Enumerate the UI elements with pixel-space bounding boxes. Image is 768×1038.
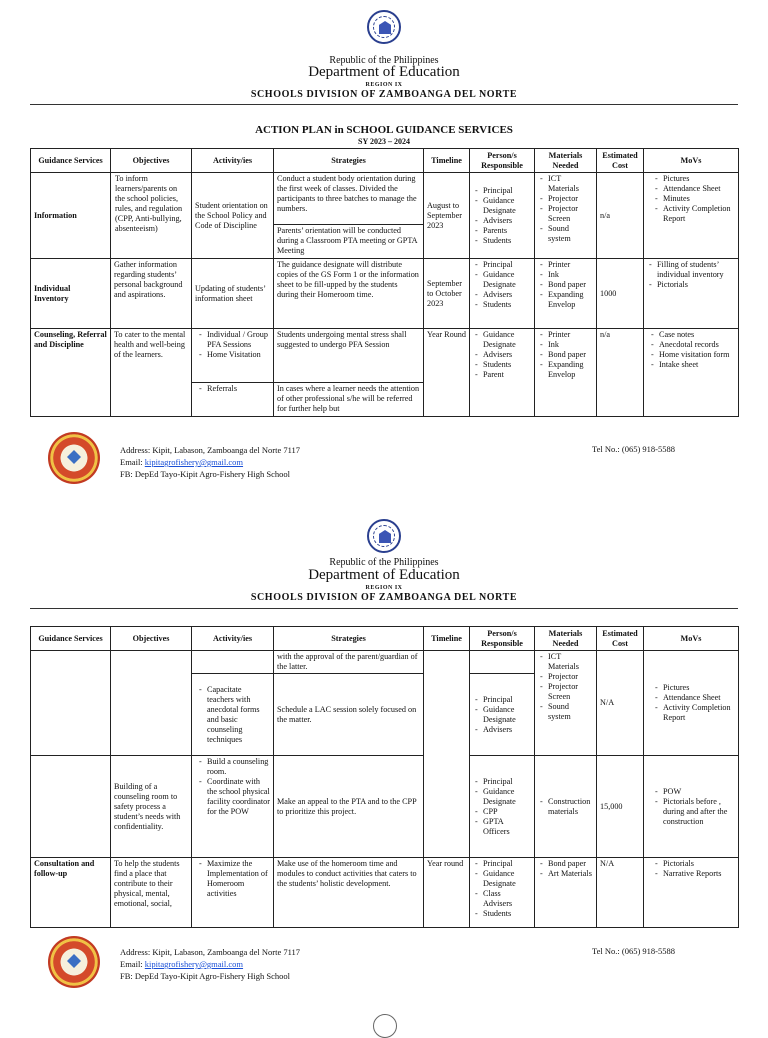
list-item: - Case notes <box>659 330 735 340</box>
list-item: - Intake sheet <box>659 360 735 370</box>
list-item: - ICT Materials <box>548 652 593 672</box>
materials-list <box>538 260 593 310</box>
materials-list <box>538 330 593 380</box>
footer-telephone: Tel No.: (065) 918-5588 <box>592 444 675 454</box>
persons-list <box>473 260 531 310</box>
cost-cell: N/A <box>597 651 644 756</box>
movs-cell <box>644 756 739 858</box>
list-item: - Ink <box>548 340 593 350</box>
materials-list <box>538 652 593 722</box>
footer-email-link[interactable]: kipitagrofishery@gmail.com <box>144 457 244 467</box>
service-cell: Consultation and follow-up <box>31 858 111 928</box>
list-item: - Principal <box>483 777 531 787</box>
activity-cell <box>192 383 274 417</box>
list-item: - Projector <box>548 672 593 682</box>
list-item: - Construction materials <box>548 797 593 817</box>
list-item: - Pictorials <box>663 859 735 869</box>
list-item: - Projector Screen <box>548 682 593 702</box>
list-item: - Principal <box>483 859 531 869</box>
activity-cell <box>192 674 274 756</box>
list-item: - Guidance Designate <box>483 705 531 725</box>
list-item: - Students <box>483 236 531 246</box>
col-header: Timeline <box>424 149 470 173</box>
list-item: - Attendance Sheet <box>663 184 735 194</box>
school-logo <box>48 432 100 484</box>
list-item: - Minutes <box>663 194 735 204</box>
activity-list <box>195 859 270 899</box>
materials-cell <box>535 858 597 928</box>
strategy-cell: Conduct a student body orientation during the first week of classes. Divided the participants to three batches to manage the numbers. <box>274 173 424 225</box>
list-item: - Capacitate teachers with anecdotal forms and basic counseling techniques <box>207 685 270 745</box>
list-item: - Activity Completion Report <box>663 703 735 723</box>
col-header: Estimated Cost <box>597 149 644 173</box>
persons-cell <box>470 756 535 858</box>
col-header: MoVs <box>644 627 739 651</box>
persons-cell <box>470 674 535 756</box>
list-item: - Pictures <box>663 174 735 184</box>
col-header: Strategies <box>274 149 424 173</box>
movs-cell <box>644 858 739 928</box>
timeline-cell: September to October 2023 <box>424 259 470 329</box>
header-divider <box>30 608 738 609</box>
persons-cell <box>470 858 535 928</box>
list-item: - Printer <box>548 260 593 270</box>
timeline-cell <box>424 651 470 858</box>
movs-cell <box>644 259 739 329</box>
materials-cell <box>535 651 597 756</box>
activity-list <box>195 330 270 360</box>
list-item: - Art Materials <box>548 869 593 879</box>
objective-cell: To help the students find a place that contribute to their physical, mental, emotional, social, <box>111 858 192 928</box>
list-item: - Bond paper <box>548 859 593 869</box>
movs-list <box>647 787 735 827</box>
activity-list <box>195 757 270 817</box>
list-item: - Anecdotal records <box>659 340 735 350</box>
col-header: Person/s Responsible <box>470 149 535 173</box>
cost-cell: n/a <box>597 329 644 417</box>
list-item: - Guidance Designate <box>483 270 531 290</box>
list-item: - Attendance Sheet <box>663 693 735 703</box>
activity-cell <box>192 756 274 858</box>
header-divider <box>30 104 738 105</box>
list-item: - Maximize the Implementation of Homeroom activities <box>207 859 270 899</box>
objective-cell: Building of a counseling room to safety process a student’s needs with confidentiality. <box>111 756 192 858</box>
plan-title: ACTION PLAN in SCHOOL GUIDANCE SERVICES <box>255 124 513 136</box>
list-item: - Guidance Designate <box>483 196 531 216</box>
movs-cell <box>644 329 739 417</box>
strategy-cell: with the approval of the parent/guardian of the latter. <box>274 651 424 674</box>
footer-email-label: Email: <box>120 457 145 467</box>
movs-list <box>647 330 735 370</box>
persons-cell <box>470 173 535 259</box>
list-item: - Guidance Designate <box>483 330 531 350</box>
cost-cell: 1000 <box>597 259 644 329</box>
school-logo <box>48 936 100 988</box>
list-item: - Advisers <box>483 725 531 735</box>
list-item: - Parent <box>483 370 531 380</box>
persons-cell <box>470 329 535 417</box>
footer-address: Address: Kipit, Labason, Zamboanga del Norte 7117 <box>120 947 301 957</box>
col-header: Strategies <box>274 627 424 651</box>
persons-list <box>473 695 531 735</box>
materials-cell <box>535 756 597 858</box>
list-item: - Advisers <box>483 350 531 360</box>
col-header: MoVs <box>644 149 739 173</box>
timeline-cell: August to September 2023 <box>424 173 470 259</box>
list-item: - Guidance Designate <box>483 869 531 889</box>
materials-cell <box>535 259 597 329</box>
list-item: - ICT Materials <box>548 174 593 194</box>
objective-cell <box>111 651 192 756</box>
service-cell <box>31 651 111 756</box>
list-item: - Home visitation form <box>659 350 735 360</box>
strategy-cell: Make use of the homeroom time and modules to conduct activities that caters to the students’ holistic development. <box>274 858 424 928</box>
footer-facebook: FB: DepEd Tayo-Kipit Agro-Fishery High School <box>120 469 290 479</box>
strategy-cell: The guidance designate will distribute copies of the GS Form 1 or the information sheet to be fill-upped by the students during their Homeroom time. <box>274 259 424 329</box>
strategy-cell: Schedule a LAC session solely focused on the matter. <box>274 674 424 756</box>
persons-cell <box>470 259 535 329</box>
activity-cell <box>192 329 274 383</box>
list-item: - CPP <box>483 807 531 817</box>
movs-list <box>647 174 735 224</box>
republic-heading: Republic of the Philippines <box>329 55 439 66</box>
materials-list <box>538 174 593 244</box>
list-item: - Coordinate with the school physical facility coordinator for the POW <box>207 777 270 817</box>
service-cell: Counseling, Referral and Discipline <box>31 329 111 417</box>
list-item: - Expanding Envelop <box>548 290 593 310</box>
list-item: - Referrals <box>207 384 270 394</box>
col-header: Guidance Services <box>31 627 111 651</box>
timeline-cell: Year Round <box>424 329 470 417</box>
footer-email-line <box>120 456 300 468</box>
action-plan-table-page1 <box>30 148 739 417</box>
persons-list <box>473 777 531 837</box>
activity-list <box>195 685 270 745</box>
list-item: - Activity Completion Report <box>663 204 735 224</box>
list-item: - Projector <box>548 194 593 204</box>
persons-list <box>473 186 531 246</box>
timeline-cell: Year round <box>424 858 470 928</box>
activity-list <box>195 384 270 394</box>
list-item: - Projector Screen <box>548 204 593 224</box>
col-header: Estimated Cost <box>597 627 644 651</box>
service-cell: Individual Inventory <box>31 259 111 329</box>
deped-seal <box>367 519 401 553</box>
list-item: - Narrative Reports <box>663 869 735 879</box>
region-heading: REGION IX <box>365 585 403 591</box>
division-heading: SCHOOLS DIVISION OF ZAMBOANGA DEL NORTE <box>250 592 518 603</box>
col-header: Materials Needed <box>535 627 597 651</box>
list-item: - Printer <box>548 330 593 340</box>
col-header: Activity/ies <box>192 149 274 173</box>
list-item: - Advisers <box>483 216 531 226</box>
cost-cell: n/a <box>597 173 644 259</box>
movs-list <box>647 859 735 879</box>
materials-list <box>538 859 593 879</box>
col-header: Materials Needed <box>535 149 597 173</box>
footer-address-block <box>120 444 300 480</box>
footer-email-link[interactable]: kipitagrofishery@gmail.com <box>144 959 244 969</box>
footer-email-label: Email: <box>120 959 145 969</box>
list-item: - Filling of students’ individual inventory <box>657 260 735 280</box>
footer-address: Address: Kipit, Labason, Zamboanga del Norte 7117 <box>120 445 301 455</box>
footer-email-line <box>120 958 300 970</box>
movs-cell <box>644 173 739 259</box>
list-item: - Guidance Designate <box>483 787 531 807</box>
list-item: - Sound system <box>548 702 593 722</box>
movs-list <box>647 260 735 290</box>
republic-heading: Republic of the Philippines <box>329 557 439 568</box>
list-item: - Pictorials before , during and after the construction <box>663 797 735 827</box>
action-plan-table-page2 <box>30 626 739 928</box>
list-item: - Students <box>483 909 531 919</box>
materials-cell <box>535 329 597 417</box>
list-item: - Class Advisers <box>483 889 531 909</box>
list-item: - Individual / Group PFA Sessions <box>207 330 270 350</box>
persons-list <box>473 330 531 380</box>
school-year: SY 2023 – 2024 <box>358 137 410 146</box>
activity-cell <box>192 858 274 928</box>
list-item: - GPTA Officers <box>483 817 531 837</box>
activity-cell: Updating of students’ information sheet <box>192 259 274 329</box>
list-item: - Parents <box>483 226 531 236</box>
list-item: - Principal <box>483 186 531 196</box>
col-header: Guidance Services <box>31 149 111 173</box>
col-header: Objectives <box>111 149 192 173</box>
list-item: - Advisers <box>483 290 531 300</box>
strategy-cell: Make an appeal to the PTA and to the CPP to prioritize this project. <box>274 756 424 858</box>
col-header: Activity/ies <box>192 627 274 651</box>
objective-cell: To inform learners/parents on the school policies, rules, and regulation (CPP, Anti-bullying, absenteeism) <box>111 173 192 259</box>
footer-telephone: Tel No.: (065) 918-5588 <box>592 946 675 956</box>
footer-facebook: FB: DepEd Tayo-Kipit Agro-Fishery High School <box>120 971 290 981</box>
service-cell: Information <box>31 173 111 259</box>
list-item: - Students <box>483 360 531 370</box>
region-heading: REGION IX <box>365 82 403 88</box>
list-item: - Principal <box>483 695 531 705</box>
list-item: - Build a counseling room. <box>207 757 270 777</box>
persons-cell <box>470 651 535 674</box>
materials-cell <box>535 173 597 259</box>
list-item: - Principal <box>483 260 531 270</box>
list-item: - Bond paper <box>548 280 593 290</box>
list-item: - Home Visitation <box>207 350 270 360</box>
cost-cell: 15,000 <box>597 756 644 858</box>
deped-seal <box>367 10 401 44</box>
col-header: Person/s Responsible <box>470 627 535 651</box>
division-heading: SCHOOLS DIVISION OF ZAMBOANGA DEL NORTE <box>250 89 518 100</box>
movs-cell <box>644 651 739 756</box>
persons-list <box>473 859 531 919</box>
list-item: - Expanding Envelop <box>548 360 593 380</box>
list-item: - Pictorials <box>657 280 735 290</box>
activity-cell <box>192 651 274 674</box>
strategy-cell: Students undergoing mental stress shall suggested to undergo PFA Session <box>274 329 424 383</box>
list-item: - Pictures <box>663 683 735 693</box>
department-heading: Department of Education <box>308 567 460 583</box>
objective-cell: Gather information regarding students’ personal background and aspirations. <box>111 259 192 329</box>
materials-list <box>538 797 593 817</box>
list-item: - Bond paper <box>548 350 593 360</box>
movs-list <box>647 683 735 723</box>
service-cell <box>31 756 111 858</box>
col-header: Timeline <box>424 627 470 651</box>
department-heading: Department of Education <box>308 64 460 80</box>
list-item: - Students <box>483 300 531 310</box>
deped-seal-partial <box>373 1014 397 1038</box>
list-item: - POW <box>663 787 735 797</box>
strategy-cell: Parents’ orientation will be conducted during a Classroom PTA meeting or GPTA Meeting <box>274 225 424 259</box>
list-item: - Sound system <box>548 224 593 244</box>
list-item: - Ink <box>548 270 593 280</box>
col-header: Objectives <box>111 627 192 651</box>
footer-address-block <box>120 946 300 982</box>
objective-cell: To cater to the mental health and well-being of the learners. <box>111 329 192 417</box>
activity-cell: Student orientation on the School Policy and Code of Discipline <box>192 173 274 259</box>
cost-cell: N/A <box>597 858 644 928</box>
strategy-cell: In cases where a learner needs the attention of other professional s/he will be referred for further help but <box>274 383 424 417</box>
